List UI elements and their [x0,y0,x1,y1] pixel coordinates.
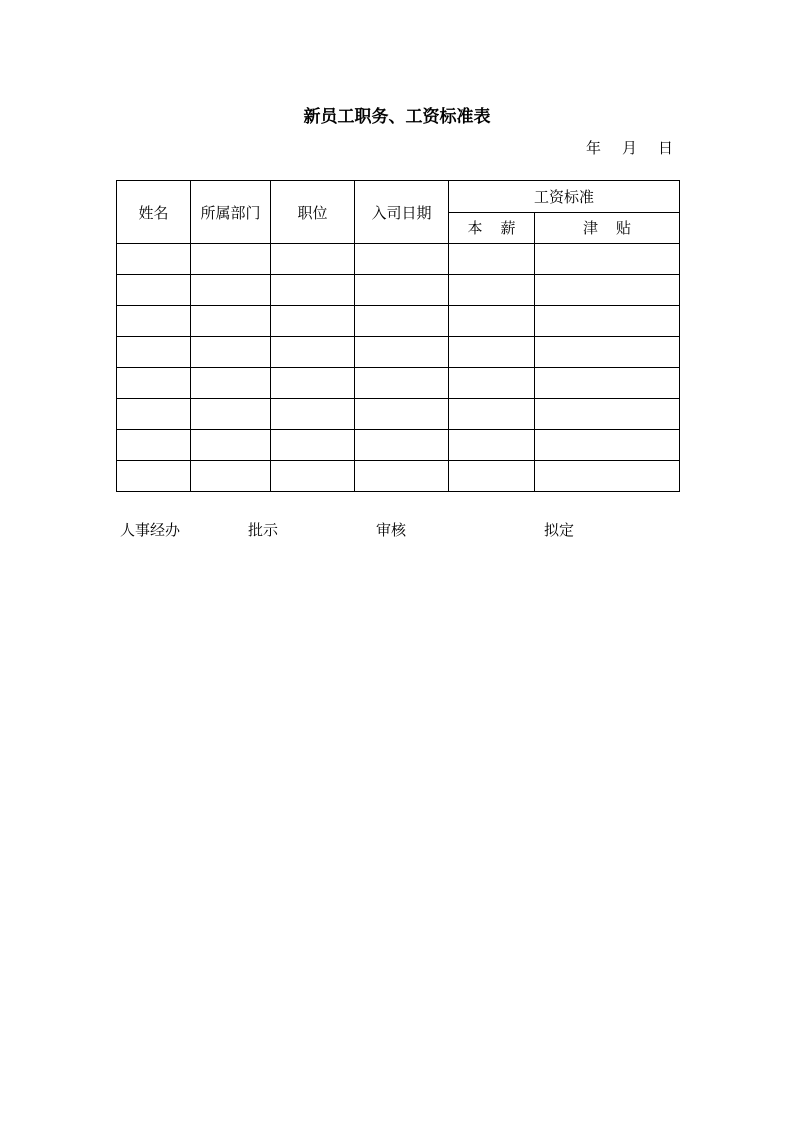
header-position: 职位 [271,181,355,244]
cell-department[interactable] [191,244,271,275]
cell-name[interactable] [117,461,191,492]
cell-name[interactable] [117,337,191,368]
header-department: 所属部门 [191,181,271,244]
cell-department[interactable] [191,337,271,368]
header-allowance [535,212,680,244]
table-row [117,337,680,368]
cell-base-salary[interactable] [449,244,535,275]
date-line [586,138,673,158]
date-year-label: 年 [585,139,601,157]
cell-name[interactable] [117,368,191,399]
signoff-approval: 批示 [248,521,279,539]
cell-name[interactable] [117,399,191,430]
table-row [117,399,680,430]
signoff-hr-manager: 人事经办 [120,521,181,539]
table-row [117,244,680,275]
table-row [117,461,680,492]
salary-standard-table [116,180,680,492]
header-join-date: 入司日期 [355,181,449,244]
cell-name[interactable] [117,275,191,306]
table-row [117,275,680,306]
cell-allowance[interactable] [535,430,680,461]
cell-join-date[interactable] [355,399,449,430]
cell-join-date[interactable] [355,306,449,337]
date-day-label: 日 [657,139,673,157]
header-base-salary-char-2: 薪 [500,219,516,238]
cell-name[interactable] [117,430,191,461]
cell-department[interactable] [191,430,271,461]
cell-name[interactable] [117,244,191,275]
cell-allowance[interactable] [535,368,680,399]
cell-join-date[interactable] [355,337,449,368]
cell-department[interactable] [191,306,271,337]
cell-base-salary[interactable] [449,306,535,337]
cell-department[interactable] [191,368,271,399]
header-base-salary-char-1: 本 [467,219,483,238]
cell-base-salary[interactable] [449,275,535,306]
cell-position[interactable] [271,306,355,337]
header-salary-standard: 工资标准 [449,181,680,213]
cell-allowance[interactable] [535,275,680,306]
date-month-label: 月 [621,139,637,157]
header-base-salary [449,212,535,244]
cell-allowance[interactable] [535,461,680,492]
header-allowance-char-1: 津 [582,219,598,238]
cell-department[interactable] [191,275,271,306]
cell-position[interactable] [271,461,355,492]
cell-name[interactable] [117,306,191,337]
cell-base-salary[interactable] [449,337,535,368]
cell-base-salary[interactable] [449,399,535,430]
cell-position[interactable] [271,337,355,368]
cell-join-date[interactable] [355,275,449,306]
cell-position[interactable] [271,244,355,275]
cell-join-date[interactable] [355,430,449,461]
cell-department[interactable] [191,399,271,430]
cell-allowance[interactable] [535,337,680,368]
cell-base-salary[interactable] [449,430,535,461]
table-row [117,430,680,461]
cell-allowance[interactable] [535,399,680,430]
cell-position[interactable] [271,399,355,430]
cell-join-date[interactable] [355,368,449,399]
cell-join-date[interactable] [355,461,449,492]
signoff-line [0,519,794,541]
header-row-1 [117,181,680,213]
header-name: 姓名 [117,181,191,244]
table-row [117,306,680,337]
cell-allowance[interactable] [535,244,680,275]
table-row [117,368,680,399]
cell-position[interactable] [271,275,355,306]
cell-join-date[interactable] [355,244,449,275]
cell-position[interactable] [271,430,355,461]
cell-position[interactable] [271,368,355,399]
header-allowance-char-2: 贴 [616,219,632,238]
form-title: 新员工职务、工资标准表 [303,107,491,127]
signoff-draft: 拟定 [544,521,575,539]
cell-department[interactable] [191,461,271,492]
cell-allowance[interactable] [535,306,680,337]
cell-base-salary[interactable] [449,461,535,492]
cell-base-salary[interactable] [449,368,535,399]
signoff-review: 审核 [376,521,407,539]
